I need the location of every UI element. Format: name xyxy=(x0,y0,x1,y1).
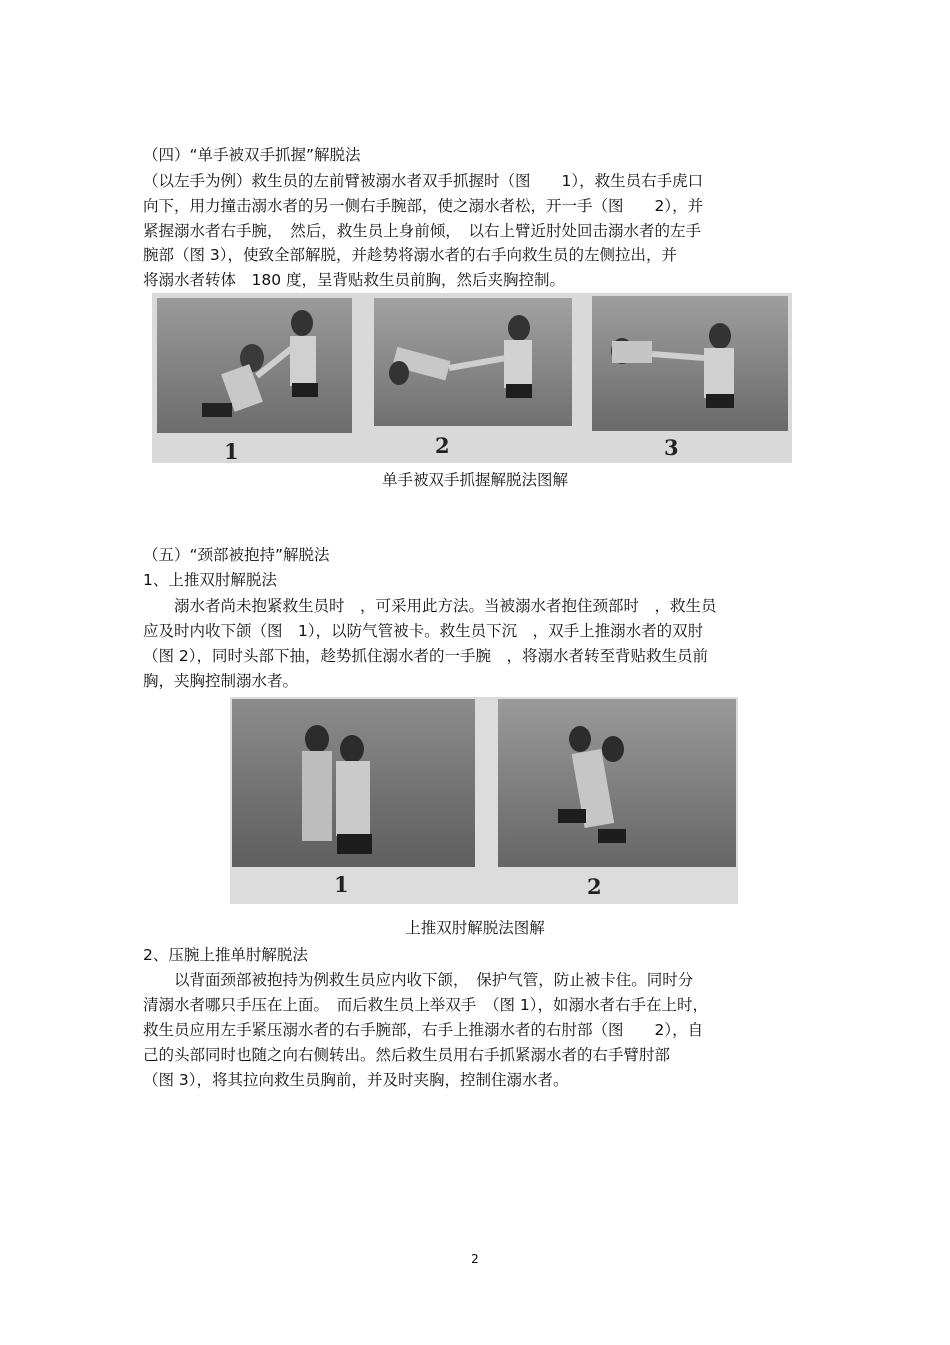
figure-label-2: 2 xyxy=(435,433,450,458)
figure-label-3: 3 xyxy=(664,435,679,460)
section4-line-5: 将溺水者转体 180 度，呈背贴救生员前胸，然后夹胸控制。 xyxy=(143,271,566,289)
section5-sub2-line-2: 清溺水者哪只手压在上面。 而后救生员上举双手 （图 1），如溺水者右手在上时， xyxy=(143,996,709,1014)
photo-elbow-step-2 xyxy=(498,699,736,867)
section4-line-4: 腕部（图 3），使致全部解脱，并趁势将溺水者的右手向救生员的左侧拉出，并 xyxy=(143,246,678,264)
section5-sub2-line-4: 己的头部同时也随之向右侧转出。然后救生员用右手抓紧溺水者的右手臂肘部 xyxy=(143,1046,671,1064)
section4-line-1: （以左手为例）救生员的左前臂被溺水者双手抓握时（图 1），救生员右手虎口 xyxy=(143,172,704,190)
figure-caption-double-elbow: 上推双肘解脱法图解 xyxy=(405,919,545,937)
figure-label-2: 2 xyxy=(587,874,602,899)
section5-sub1-line-2: 应及时内收下颌（图 1），以防气管被卡。救生员下沉 ，双手上推溺水者的双肘 xyxy=(143,622,704,640)
section5-sub2-line-3: 救生员应用左手紧压溺水者的右手腕部，右手上推溺水者的右肘部（图 2），自 xyxy=(143,1021,704,1039)
figure-double-elbow-release xyxy=(230,697,738,904)
section4-heading: （四）“单手被双手抓握”解脱法 xyxy=(143,146,361,164)
section4-line-3: 紧握溺水者右手腕， 然后，救生员上身前倾， 以右上臂近肘处回击溺水者的左手 xyxy=(143,222,702,240)
photo-elbow-step-1 xyxy=(232,699,475,867)
section5-sub2-line-1: 以背面颈部被抱持为例救生员应内收下颌， 保护气管，防止被卡住。同时分 xyxy=(143,971,694,989)
page-number: 2 xyxy=(471,1252,479,1266)
section5-sub1-title: 1、上推双肘解脱法 xyxy=(143,571,277,589)
section5-heading: （五）“颈部被抱持”解脱法 xyxy=(143,546,330,564)
section4-line-2: 向下，用力撞击溺水者的另一侧右手腕部，使之溺水者松，开一手（图 2），并 xyxy=(143,197,704,215)
photo-step-2 xyxy=(374,298,572,426)
section5-sub1-line-1: 溺水者尚未抱紧救生员时 ，可采用此方法。当被溺水者抱住颈部时 ，救生员 xyxy=(143,597,717,615)
figure-single-hand-release xyxy=(152,293,792,463)
figure-caption-single-hand: 单手被双手抓握解脱法图解 xyxy=(381,471,568,489)
section5-sub1-line-4: 胸，夹胸控制溺水者。 xyxy=(143,672,299,690)
figure-label-1: 1 xyxy=(334,872,349,897)
photo-step-1 xyxy=(157,298,352,433)
section5-sub1-line-3: （图 2），同时头部下抽，趁势抓住溺水者的一手腕 ，将溺水者转至背贴救生员前 xyxy=(143,647,709,665)
figure-label-1: 1 xyxy=(224,439,239,463)
section5-sub2-line-5: （图 3），将其拉向救生员胸前，并及时夹胸，控制住溺水者。 xyxy=(143,1071,569,1089)
photo-step-3 xyxy=(592,296,788,431)
section5-sub2-title: 2、压腕上推单肘解脱法 xyxy=(143,946,308,964)
